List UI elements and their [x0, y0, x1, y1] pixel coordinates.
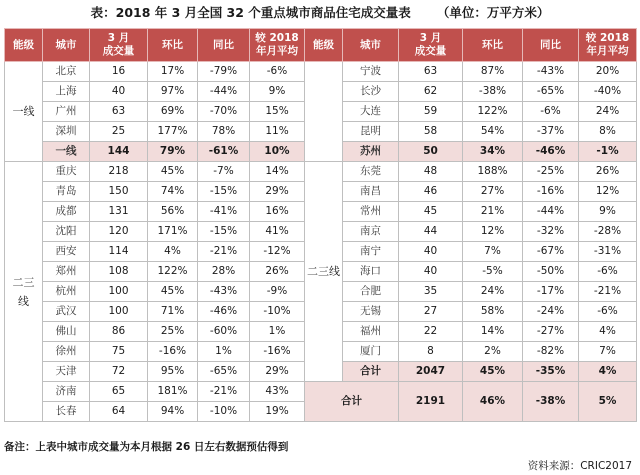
mom-cell: 56% [148, 202, 198, 222]
mom-cell: 122% [463, 102, 523, 122]
tier-label: 一线 [5, 62, 43, 162]
header-mom: 环比 [148, 29, 198, 62]
volume-cell: 86 [90, 322, 148, 342]
tier-label [305, 62, 343, 162]
city-cell: 海口 [343, 262, 399, 282]
city-cell: 南京 [343, 222, 399, 242]
city-cell: 合肥 [343, 282, 399, 302]
footnote: 备注：上表中城市成交量为本月根据 26 日左右数据预估得到 [4, 441, 289, 453]
yoy-cell: -37% [523, 122, 579, 142]
mom-cell: 14% [463, 322, 523, 342]
mom-cell: 79% [148, 142, 198, 162]
header-mom: 环比 [463, 29, 523, 62]
table-title-main: 表：2018 年 3 月全国 32 个重点城市商品住宅成交量表 [90, 5, 411, 20]
volume-cell: 100 [90, 282, 148, 302]
city-cell: 大连 [343, 102, 399, 122]
header-yoy: 同比 [198, 29, 250, 62]
mom-cell: 25% [148, 322, 198, 342]
header-level: 能级 [305, 29, 343, 62]
yoy-cell: -7% [198, 162, 250, 182]
vs-avg-cell: -6% [579, 302, 637, 322]
volume-cell: 63 [399, 62, 463, 82]
vs-avg-cell: -10% [250, 302, 305, 322]
mom-cell: 188% [463, 162, 523, 182]
yoy-cell: -16% [523, 182, 579, 202]
housing-transaction-table [4, 28, 637, 422]
vs-avg-cell: 7% [579, 342, 637, 362]
mom-cell: 2% [463, 342, 523, 362]
yoy-cell: -79% [198, 62, 250, 82]
yoy-cell: -65% [523, 82, 579, 102]
vs-avg-cell: 43% [250, 382, 305, 402]
mom-cell: 69% [148, 102, 198, 122]
yoy-cell: -46% [198, 302, 250, 322]
mom-cell: 87% [463, 62, 523, 82]
volume-cell: 218 [90, 162, 148, 182]
city-cell: 武汉 [43, 302, 90, 322]
volume-cell: 44 [399, 222, 463, 242]
vs-avg-cell: -31% [579, 242, 637, 262]
yoy-cell: -21% [198, 242, 250, 262]
grand-total-vs-avg-cell: 5% [579, 382, 637, 422]
vs-avg-cell: 14% [250, 162, 305, 182]
mom-cell: 27% [463, 182, 523, 202]
header-volume: 3 月 成交量 [90, 29, 148, 62]
yoy-cell: -17% [523, 282, 579, 302]
city-cell: 厦门 [343, 342, 399, 362]
header-vs-avg: 较 2018 年月平均 [579, 29, 637, 62]
yoy-cell: 1% [198, 342, 250, 362]
yoy-cell: -82% [523, 342, 579, 362]
volume-cell: 40 [399, 262, 463, 282]
yoy-cell: 28% [198, 262, 250, 282]
city-cell: 长春 [43, 402, 90, 422]
mom-cell: 58% [463, 302, 523, 322]
city-cell: 青岛 [43, 182, 90, 202]
volume-cell: 58 [399, 122, 463, 142]
vs-avg-cell: 26% [250, 262, 305, 282]
city-cell: 深圳 [43, 122, 90, 142]
volume-cell: 2047 [399, 362, 463, 382]
volume-cell: 8 [399, 342, 463, 362]
city-cell: 重庆 [43, 162, 90, 182]
city-cell: 徐州 [43, 342, 90, 362]
mom-cell: 122% [148, 262, 198, 282]
volume-cell: 25 [90, 122, 148, 142]
vs-avg-cell: 9% [579, 202, 637, 222]
volume-cell: 16 [90, 62, 148, 82]
yoy-cell: 78% [198, 122, 250, 142]
volume-cell: 46 [399, 182, 463, 202]
table-title [0, 0, 640, 26]
vs-avg-cell: -28% [579, 222, 637, 242]
vs-avg-cell: -6% [250, 62, 305, 82]
city-cell: 成都 [43, 202, 90, 222]
city-cell: 昆明 [343, 122, 399, 142]
volume-cell: 48 [399, 162, 463, 182]
volume-cell: 72 [90, 362, 148, 382]
volume-cell: 65 [90, 382, 148, 402]
data-source: 资料来源：CRIC2017 [527, 460, 632, 472]
volume-cell: 120 [90, 222, 148, 242]
yoy-cell: -21% [198, 382, 250, 402]
table-title-unit: （单位：万平方米） [436, 5, 550, 20]
vs-avg-cell: 26% [579, 162, 637, 182]
vs-avg-cell: 24% [579, 102, 637, 122]
city-cell: 北京 [43, 62, 90, 82]
volume-cell: 45 [399, 202, 463, 222]
table-row [5, 382, 637, 402]
mom-cell: 95% [148, 362, 198, 382]
mom-cell: 97% [148, 82, 198, 102]
mom-cell: 74% [148, 182, 198, 202]
city-cell: 南宁 [343, 242, 399, 262]
vs-avg-cell: 11% [250, 122, 305, 142]
mom-cell: 45% [148, 162, 198, 182]
mom-cell: 7% [463, 242, 523, 262]
vs-avg-cell: 9% [250, 82, 305, 102]
yoy-cell: -61% [198, 142, 250, 162]
header-vs-avg: 较 2018 年月平均 [250, 29, 305, 62]
mom-cell: 17% [148, 62, 198, 82]
vs-avg-cell: 15% [250, 102, 305, 122]
table-row [5, 162, 637, 182]
volume-cell: 63 [90, 102, 148, 122]
volume-cell: 114 [90, 242, 148, 262]
yoy-cell: -44% [523, 202, 579, 222]
yoy-cell: -25% [523, 162, 579, 182]
yoy-cell: -15% [198, 182, 250, 202]
vs-avg-cell: 19% [250, 402, 305, 422]
yoy-cell: -35% [523, 362, 579, 382]
tier-label: 二三线 [305, 162, 343, 382]
city-cell: 南昌 [343, 182, 399, 202]
yoy-cell: -46% [523, 142, 579, 162]
vs-avg-cell: 41% [250, 222, 305, 242]
yoy-cell: -67% [523, 242, 579, 262]
vs-avg-cell: -21% [579, 282, 637, 302]
city-cell: 无锡 [343, 302, 399, 322]
volume-cell: 35 [399, 282, 463, 302]
vs-avg-cell: -1% [579, 142, 637, 162]
mom-cell: -38% [463, 82, 523, 102]
vs-avg-cell: -40% [579, 82, 637, 102]
yoy-cell: -10% [198, 402, 250, 422]
city-cell: 常州 [343, 202, 399, 222]
city-cell: 天津 [43, 362, 90, 382]
grand-total-yoy-cell: -38% [523, 382, 579, 422]
vs-avg-cell: -6% [579, 262, 637, 282]
city-cell: 郑州 [43, 262, 90, 282]
city-cell: 西安 [43, 242, 90, 262]
volume-cell: 150 [90, 182, 148, 202]
city-cell: 长沙 [343, 82, 399, 102]
volume-cell: 62 [399, 82, 463, 102]
city-cell: 广州 [43, 102, 90, 122]
volume-cell: 27 [399, 302, 463, 322]
vs-avg-cell: 10% [250, 142, 305, 162]
grand-total-label: 合计 [305, 382, 399, 422]
yoy-cell: -27% [523, 322, 579, 342]
vs-avg-cell: -12% [250, 242, 305, 262]
yoy-cell: -41% [198, 202, 250, 222]
yoy-cell: -70% [198, 102, 250, 122]
volume-cell: 59 [399, 102, 463, 122]
vs-avg-cell: 16% [250, 202, 305, 222]
vs-avg-cell: 4% [579, 362, 637, 382]
tier-label: 二三 线 [5, 162, 43, 422]
yoy-cell: -6% [523, 102, 579, 122]
volume-cell: 22 [399, 322, 463, 342]
vs-avg-cell: 20% [579, 62, 637, 82]
mom-cell: 181% [148, 382, 198, 402]
header-volume: 3 月 成交量 [399, 29, 463, 62]
mom-cell: 177% [148, 122, 198, 142]
vs-avg-cell: 29% [250, 182, 305, 202]
volume-cell: 40 [399, 242, 463, 262]
yoy-cell: -65% [198, 362, 250, 382]
mom-cell: 4% [148, 242, 198, 262]
mom-cell: 94% [148, 402, 198, 422]
vs-avg-cell: 8% [579, 122, 637, 142]
table-row [5, 62, 637, 82]
yoy-cell: -43% [198, 282, 250, 302]
header-yoy: 同比 [523, 29, 579, 62]
city-cell: 宁波 [343, 62, 399, 82]
city-cell: 佛山 [43, 322, 90, 342]
yoy-cell: -44% [198, 82, 250, 102]
volume-cell: 100 [90, 302, 148, 322]
vs-avg-cell: 1% [250, 322, 305, 342]
city-cell: 济南 [43, 382, 90, 402]
mom-cell: 34% [463, 142, 523, 162]
mom-cell: 21% [463, 202, 523, 222]
mom-cell: 171% [148, 222, 198, 242]
volume-cell: 50 [399, 142, 463, 162]
yoy-cell: -32% [523, 222, 579, 242]
mom-cell: 45% [463, 362, 523, 382]
yoy-cell: -60% [198, 322, 250, 342]
grand-total-mom-cell: 46% [463, 382, 523, 422]
volume-cell: 40 [90, 82, 148, 102]
mom-cell: 54% [463, 122, 523, 142]
header-level: 能级 [5, 29, 43, 62]
city-cell: 杭州 [43, 282, 90, 302]
volume-cell: 131 [90, 202, 148, 222]
city-cell: 福州 [343, 322, 399, 342]
yoy-cell: -15% [198, 222, 250, 242]
mom-cell: 71% [148, 302, 198, 322]
header-city: 城市 [43, 29, 90, 62]
vs-avg-cell: 4% [579, 322, 637, 342]
city-cell: 上海 [43, 82, 90, 102]
yoy-cell: -24% [523, 302, 579, 322]
volume-cell: 64 [90, 402, 148, 422]
city-cell: 东莞 [343, 162, 399, 182]
mom-cell: -16% [148, 342, 198, 362]
header-row [5, 29, 637, 62]
mom-cell: 12% [463, 222, 523, 242]
yoy-cell: -43% [523, 62, 579, 82]
city-cell: 合计 [343, 362, 399, 382]
volume-cell: 75 [90, 342, 148, 362]
city-cell: 苏州 [343, 142, 399, 162]
volume-cell: 108 [90, 262, 148, 282]
yoy-cell: -50% [523, 262, 579, 282]
city-cell: 沈阳 [43, 222, 90, 242]
city-cell: 一线 [43, 142, 90, 162]
grand-total-volume-cell: 2191 [399, 382, 463, 422]
header-city: 城市 [343, 29, 399, 62]
mom-cell: 24% [463, 282, 523, 302]
vs-avg-cell: -9% [250, 282, 305, 302]
mom-cell: -5% [463, 262, 523, 282]
vs-avg-cell: 29% [250, 362, 305, 382]
vs-avg-cell: -16% [250, 342, 305, 362]
vs-avg-cell: 12% [579, 182, 637, 202]
mom-cell: 45% [148, 282, 198, 302]
volume-cell: 144 [90, 142, 148, 162]
